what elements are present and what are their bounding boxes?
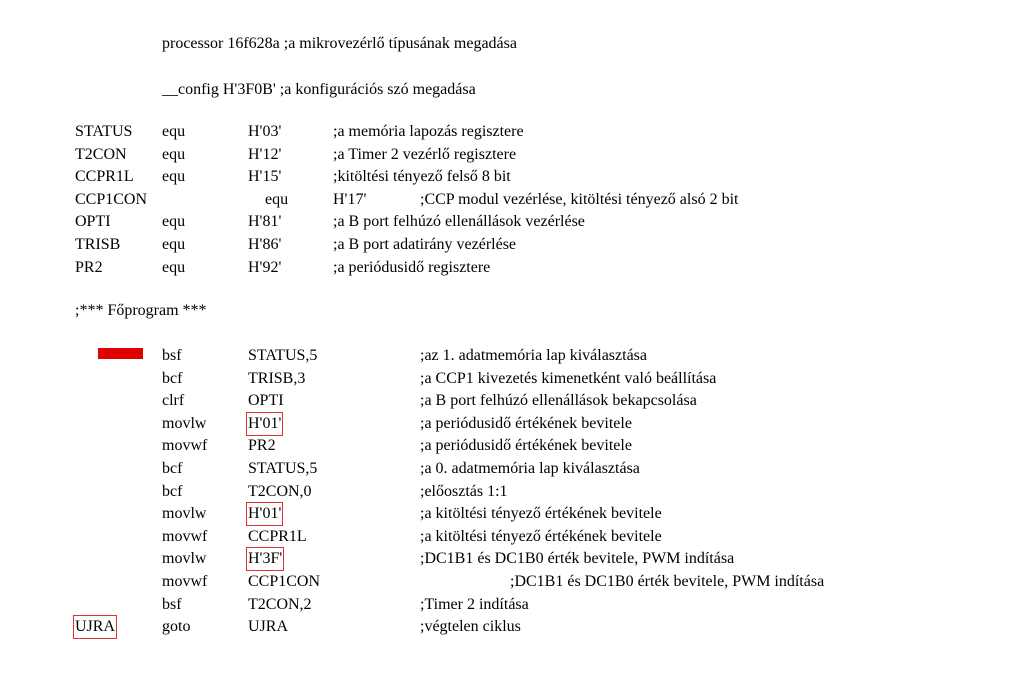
instr-arg: T2CON,0	[248, 483, 312, 500]
red-marker	[98, 348, 143, 359]
instr-comment: ;a periódusidő értékének bevitele	[420, 437, 632, 454]
instr-comment: ;előosztás 1:1	[420, 483, 508, 500]
section-title: ;*** Főprogram ***	[75, 302, 207, 319]
instr-arg: H'01'	[248, 415, 282, 432]
def-value: H'17'	[333, 191, 367, 208]
def-comment: ;a B port adatirány vezérlése	[333, 236, 517, 253]
def-op: equ	[162, 213, 186, 230]
def-label: T2CON	[75, 146, 127, 163]
def-op: equ	[162, 123, 186, 140]
instr-op: bcf	[162, 483, 183, 500]
def-op: equ	[265, 191, 289, 208]
instr-op: movlw	[162, 415, 207, 432]
instr-comment: ;a B port felhúzó ellenállások bekapcsolása	[420, 392, 697, 409]
def-op: equ	[162, 259, 186, 276]
line-label: UJRA	[75, 618, 116, 635]
def-label: CCPR1L	[75, 168, 134, 185]
instr-op: movwf	[162, 528, 208, 545]
def-op: equ	[162, 168, 186, 185]
def-label: PR2	[75, 259, 103, 276]
instr-comment: ;DC1B1 és DC1B0 érték bevitele, PWM indítása	[420, 550, 735, 567]
def-value: H'92'	[248, 259, 282, 276]
instr-op: clrf	[162, 392, 185, 409]
instr-op: bsf	[162, 347, 182, 364]
instr-arg: CCPR1L	[248, 528, 307, 545]
instr-comment: ;a kitöltési tényező értékének bevitele	[420, 505, 662, 522]
instr-arg: STATUS,5	[248, 460, 318, 477]
def-op: equ	[162, 146, 186, 163]
instr-op: movwf	[162, 437, 208, 454]
instr-arg: T2CON,2	[248, 596, 312, 613]
instr-arg: TRISB,3	[248, 370, 306, 387]
instr-comment: ;az 1. adatmemória lap kiválasztása	[420, 347, 648, 364]
def-label: STATUS	[75, 123, 133, 140]
instr-op: movlw	[162, 505, 207, 522]
instr-arg: H'3F'	[248, 550, 283, 567]
def-op: equ	[162, 236, 186, 253]
def-value: H'03'	[248, 123, 282, 140]
instr-arg: H'01'	[248, 505, 282, 522]
instr-comment: ;végtelen ciklus	[420, 618, 521, 635]
instr-comment: ;a CCP1 kivezetés kimenetként való beállítása	[420, 370, 717, 387]
instr-arg: UJRA	[248, 618, 289, 635]
def-comment: ;a Timer 2 vezérlő regisztere	[333, 146, 517, 163]
def-value: H'86'	[248, 236, 282, 253]
instr-op: bcf	[162, 460, 183, 477]
def-value: H'12'	[248, 146, 282, 163]
instr-arg: CCP1CON	[248, 573, 321, 590]
instr-op: movwf	[162, 573, 208, 590]
instr-comment: ;a kitöltési tényező értékének bevitele	[420, 528, 662, 545]
instr-comment: ;DC1B1 és DC1B0 érték bevitele, PWM indítása	[510, 573, 825, 590]
def-value: H'15'	[248, 168, 282, 185]
instr-comment: ;Timer 2 indítása	[420, 596, 529, 613]
def-comment: ;kitöltési tényező felső 8 bit	[333, 168, 511, 185]
def-comment: ;a periódusidő regisztere	[333, 259, 491, 276]
instr-arg: OPTI	[248, 392, 284, 409]
def-comment: ;a B port felhúzó ellenállások vezérlése	[333, 213, 585, 230]
instr-op: goto	[162, 618, 191, 635]
def-value: H'81'	[248, 213, 282, 230]
def-label: CCP1CON	[75, 191, 148, 208]
instr-arg: PR2	[248, 437, 276, 454]
instr-comment: ;a 0. adatmemória lap kiválasztása	[420, 460, 640, 477]
def-comment: ;CCP modul vezérlése, kitöltési tényező alsó 2 bit	[420, 191, 739, 208]
instr-comment: ;a periódusidő értékének bevitele	[420, 415, 632, 432]
instr-arg: STATUS,5	[248, 347, 318, 364]
instr-op: movlw	[162, 550, 207, 567]
processor-line: processor 16f628a ;a mikrovezérlő típusának megadása	[162, 35, 517, 52]
def-comment: ;a memória lapozás regisztere	[333, 123, 524, 140]
config-line: __config H'3F0B' ;a konfigurációs szó megadása	[162, 81, 476, 98]
instr-op: bsf	[162, 596, 182, 613]
def-label: TRISB	[75, 236, 121, 253]
instr-op: bcf	[162, 370, 183, 387]
def-label: OPTI	[75, 213, 111, 230]
